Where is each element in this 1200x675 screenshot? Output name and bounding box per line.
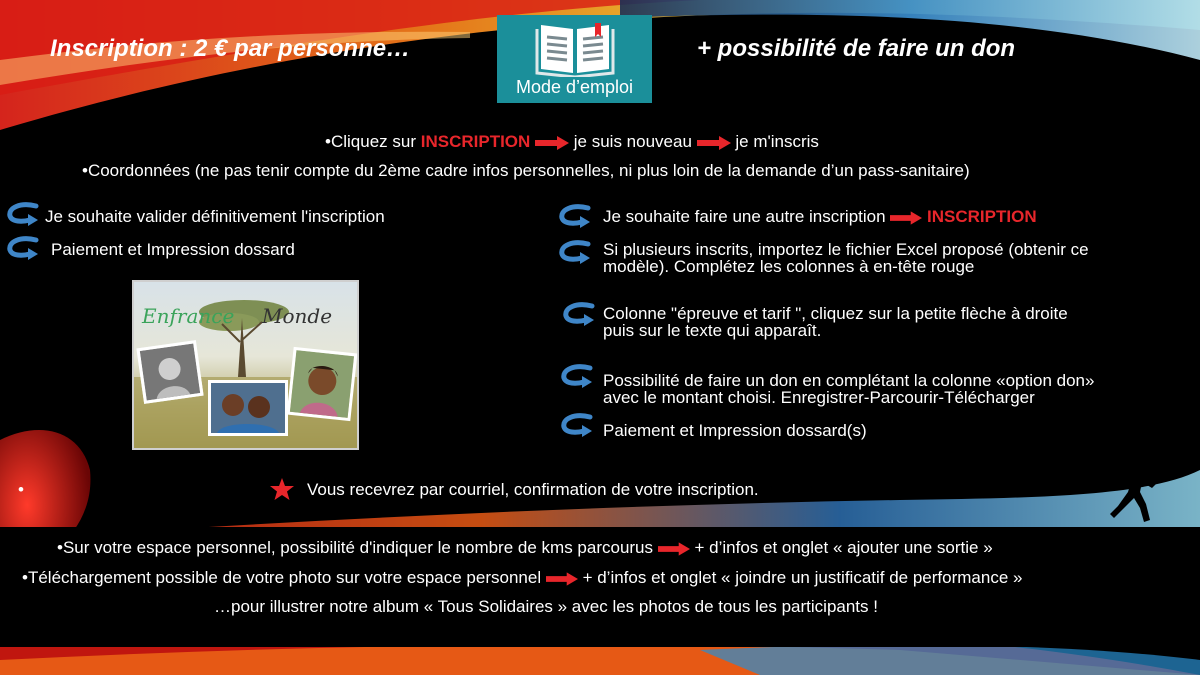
footer-line-1-end: + d’infos et onglet « ajouter une sortie » (694, 538, 993, 557)
footer-line-2-end: + d’infos et onglet « joindre un justificatif de performance » (582, 568, 1023, 587)
collage-word-1: Enfrance (142, 304, 235, 328)
enfrance-monde-collage (132, 280, 359, 450)
confirmation-text: Vous recevrez par courriel, confirmation de votre inscription. (307, 480, 759, 499)
header-right-title: + possibilité de faire un don (697, 35, 1016, 62)
open-book-icon (535, 19, 615, 77)
intro-line-1-prefix: •Cliquez sur (325, 132, 416, 151)
logo-label: Mode d’emploi (515, 77, 634, 97)
star-icon (270, 478, 294, 501)
inscription-link-2[interactable]: INSCRIPTION (927, 207, 1037, 226)
curved-arrow-icon (6, 202, 40, 226)
right-step-4-line-2: avec le montant choisi. Enregistrer-Parcourir-Télécharger (603, 388, 1035, 407)
right-step-2-line-2: modèle). Complétez les colonnes à en-tête rouge (603, 257, 975, 276)
left-step-2: Paiement et Impression dossard (51, 240, 295, 259)
intro-line-1-middle: je suis nouveau (573, 132, 692, 151)
right-arrow-icon (535, 136, 569, 150)
right-step-5: Paiement et Impression dossard(s) (603, 421, 867, 440)
right-arrow-icon (658, 542, 690, 556)
right-step-4-line-1: Possibilité de faire un don en complétant la colonne «option don» (603, 371, 1095, 390)
right-step-3-line-1: Colonne "épreuve et tarif ", cliquez sur la petite flèche à droite (603, 304, 1068, 323)
intro-line-2: •Coordonnées (ne pas tenir compte du 2ème cadre infos personnelles, ni plus loin de la demande d’un pass-sanitaire) (82, 161, 970, 180)
right-step-3-line-2: puis sur le texte qui apparaît. (603, 321, 822, 340)
curved-arrow-icon (562, 302, 596, 326)
curved-arrow-icon (558, 204, 592, 228)
runner-icon (1104, 458, 1160, 524)
inscription-link[interactable]: INSCRIPTION (420, 132, 531, 151)
footer-line-1-text: •Sur votre espace personnel, possibilité d'indiquer le nombre de kms parcourus (57, 538, 654, 557)
right-step-2-line-1: Si plusieurs inscrits, importez le fichier Excel proposé (obtenir ce (603, 240, 1089, 259)
right-step-1 (603, 208, 1037, 226)
footer-line-2-text: •Téléchargement possible de votre photo sur votre espace personnel (22, 568, 542, 587)
curved-arrow-icon (560, 413, 594, 437)
right-step-1-text: Je souhaite faire une autre inscription (603, 207, 886, 226)
intro-line-1-end: je m'inscris (735, 132, 819, 151)
footer-line-3: …pour illustrer notre album « Tous Solidaires » avec les photos de tous les participants ! (214, 597, 878, 616)
right-arrow-icon (697, 136, 731, 150)
left-step-1: Je souhaite valider définitivement l'inscription (45, 207, 385, 226)
footer-line-2 (22, 569, 1022, 587)
footer-line-1 (57, 539, 993, 557)
child-photo-1 (136, 340, 203, 404)
right-arrow-icon (890, 211, 922, 225)
curved-arrow-icon (560, 364, 594, 388)
child-photo-2 (208, 380, 288, 436)
curved-arrow-icon (558, 240, 592, 264)
right-arrow-icon (546, 572, 578, 586)
collage-word-2: Monde (262, 304, 333, 328)
curved-arrow-icon (6, 236, 40, 260)
confirmation-bullet: • (18, 480, 24, 499)
mode-emploi-logo (497, 15, 652, 103)
child-photo-3 (287, 347, 358, 421)
header-left-title: Inscription : 2 € par personne… (50, 35, 411, 62)
intro-line-1 (325, 133, 819, 151)
